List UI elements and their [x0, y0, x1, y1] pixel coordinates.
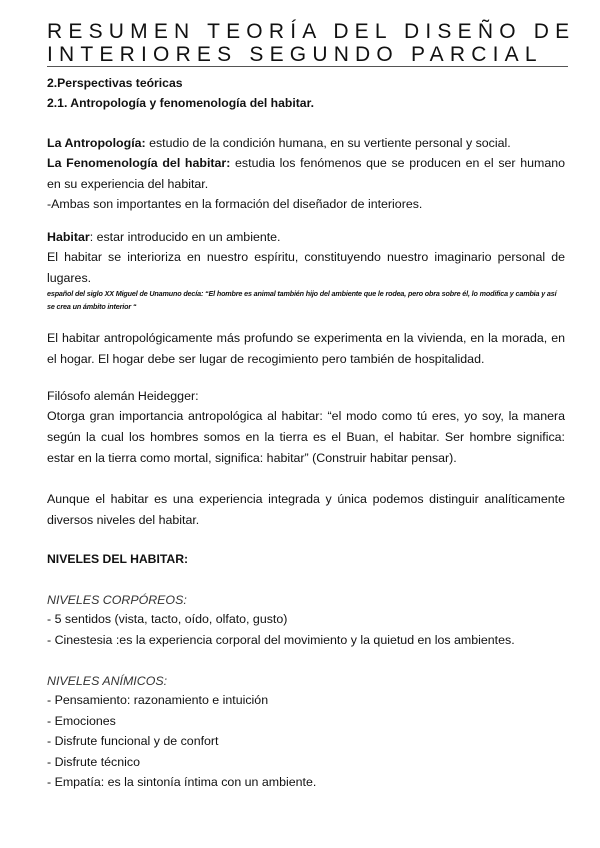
list-item: - Pensamiento: razonamiento e intuición: [47, 693, 269, 707]
subsection-heading: 2.1. Antropología y fenomenología del habitar.: [47, 96, 315, 110]
heidegger-paragraph: Otorga gran importancia antropológica al habitar: “el modo como tú eres, yo soy, la manera según la cual los hombres somos en la tierra es el Buan, el habitar. Ser hombre significa: estar en la tierra como mortal, significa: habitar” (Construir habitar pensar).: [47, 409, 565, 465]
fenomenologia-term: La Fenomenología del habitar:: [47, 156, 231, 170]
niveles-heading: NIVELES DEL HABITAR:: [47, 552, 189, 566]
interioriza-paragraph: El habitar se interioriza en nuestro espíritu, constituyendo nuestro imaginario personal de lugares.: [47, 250, 565, 285]
ambas-paragraph: -Ambas son importantes en la formación del diseñador de interiores.: [47, 197, 423, 211]
title-line-1: RESUMEN TEORÍA DEL DISEÑO DE: [47, 20, 576, 43]
document-title: [47, 20, 576, 66]
habitar-paragraph: [47, 227, 565, 248]
unamuno-note: español del siglo XX Miguel de Unamuno decía: “El hombre es animal también hijo del ambiente que le rodea, pero obra sobre él, lo modifica y cambia y así se crea un ámbito interior “: [47, 289, 557, 311]
fenomenologia-definition: estudia los fenómenos que se producen en el ser humano en su experiencia del habitar.: [47, 156, 566, 191]
section-heading: 2.Perspectivas teóricas: [47, 76, 183, 90]
habitar-definition: : estar introducido en un ambiente.: [89, 230, 281, 244]
list-item: - Cinestesia :es la experiencia corporal del movimiento y la quietud en los ambientes.: [47, 633, 515, 647]
title-underline: [47, 66, 568, 67]
antropologicamente-paragraph: El habitar antropológicamente más profundo se experimenta en la vivienda, en la morada, en el hogar. El hogar debe ser lugar de recogimiento pero también de hospitalidad.: [47, 331, 565, 366]
list-item: - Empatía: es la sintonía íntima con un ambiente.: [47, 775, 317, 789]
list-item: - 5 sentidos (vista, tacto, oído, olfato, gusto): [47, 612, 288, 626]
antropologia-term: La Antropología:: [47, 136, 146, 150]
aunque-paragraph: Aunque el habitar es una experiencia integrada y única podemos distinguir analíticamente diversos niveles del habitar.: [47, 492, 565, 527]
list-item: - Disfrute funcional y de confort: [47, 734, 219, 748]
niveles-animicos-label: NIVELES ANÍMICOS:: [47, 674, 168, 688]
heidegger-label: Filósofo alemán Heidegger:: [47, 389, 199, 403]
habitar-term: Habitar: [47, 230, 90, 244]
antropologia-paragraph: [47, 133, 565, 154]
antropologia-definition: estudio de la condición humana, en su vertiente personal y social.: [145, 136, 511, 150]
list-item: - Emociones: [47, 714, 116, 728]
title-line-2: INTERIORES SEGUNDO PARCIAL: [47, 43, 543, 66]
niveles-corporeos-label: NIVELES CORPÓREOS:: [47, 593, 187, 607]
list-item: - Disfrute técnico: [47, 755, 140, 769]
fenomenologia-paragraph: [47, 153, 565, 195]
